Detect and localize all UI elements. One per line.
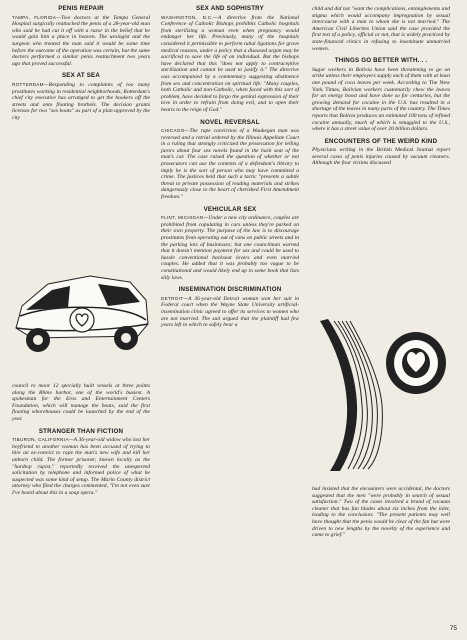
headline-novel-reversal: NOVEL REVERSAL <box>200 118 260 126</box>
body-things-go-better <box>312 67 450 133</box>
car-heart-illustration <box>12 258 152 358</box>
body-penis-repair <box>12 15 150 68</box>
article-text: Physicians writing in the <box>312 147 377 154</box>
article-text: The rape conviction of a Waukegan man was reversed and a retrial ordered by the Illinois Appellate Court in a ruling that strongly criticized the prosecution for telling jurors about four sex novels found in the back seat of the man's car. The case raised the question of whether or not prosecutors can use the contents of a defendant's library to imply he is the sort of person who may have committed a crime. The justices held that such a tactic "presents a subtle threat to private possession of reading materials and strikes dangerously close to the heart of cherished First Amendment freedom." <box>161 128 299 201</box>
body-sex-and-sophistry <box>161 15 299 114</box>
page-number: 75 <box>449 625 457 632</box>
article-insemination-discrimination <box>161 287 299 329</box>
article-sex-at-sea <box>12 73 150 121</box>
article-text: report several cases of penis injuries caused by vacuum cleaners. Although the four victims discussed <box>312 147 450 167</box>
vacuum-funnel-illustration <box>312 315 454 475</box>
article-sex-at-sea-continued <box>12 383 150 423</box>
body-encounters-weird-kind <box>312 147 450 167</box>
headline-stranger-than-fiction: STRANGER THAN FICTION <box>38 427 124 435</box>
article-text: , Bolivian workers customarily chew the leaves for an energy boost and have done so for centuries, but the growing demand for cocaine in the U.S. has resulted in a shortage of the leaves in many parts of the country. The Times reports that Bolivia produces an estimated 100 tons of refined cocaine annually, much of which is smuggled to the U.S., where it has a street value of over 20 billion dollars. <box>312 86 450 133</box>
article-text: Two doctors at the Tampa General Hospital surgically reattached the penis of a 28-year-old man who said he had cut it off with a razor in the belief that he would gain him a place in heaven. The urologist and the surgeon who treated the man said it would be some time before the outcome of the operation was certain, but the same doctors performed a similar penis reattachment two years ago that proved successful. <box>12 14 151 67</box>
publication-name: British Medical Journal <box>376 147 433 154</box>
dateline: FLINT, MICHIGAN— <box>161 215 209 221</box>
article-text: Under a new city ordinance, couples are prohibited from copulating in cars unless they're parked on their own property. The purpose of the law is to discourage prostitutes from operating out of vans on public streets and in the parking lots of businesses; but one councilman warned that it doesn't mention payment for sex and could be used to hassle conventional backseat lovers and even married couples. He added that it was probably too vague to be constitutional and would likely end up in some book that lists silly laws. <box>161 215 300 281</box>
headline-sex-and-sophistry: SEX AND SOPHISTRY <box>196 5 264 12</box>
column-right-lower <box>312 486 450 545</box>
article-stranger-than-fiction <box>12 429 150 497</box>
headline-encounters-weird-kind: ENCOUNTERS OF THE WEIRD KIND <box>324 137 438 145</box>
article-text: A directive from the National Conference of Catholic Bishops prohibits Catholic hospitals from sterilizing a woman even when pregnancy would endanger her life. Previously, many of the hospitals considered it permissible to perform tubal ligations for grave medical reasons, under a policy that a diseased organ may be sacrificed to save the life of an individual. But the bishops have declared that this "does not apply to contraceptive sterilization and cannot be used to justify it." The directive was accompanied by a commentary suggesting abstinence from sex and concentration on spiritual life: "Many couples, both Catholic and non-Catholic, when faced with this sort of problem, have decided to forgo the genital expression of their love in order to refrain from doing evil, and to open their hearts to the reign of God." <box>161 14 300 113</box>
article-encounters-weird-kind <box>312 139 450 167</box>
body-vehicular-sex <box>161 215 299 281</box>
article-text: A 36-year-old Detroit woman won her suit in Federal court when the Wayne State University artificial-insemination clinic agreed to offer its services to women who are not married. The suit argued that the plaintiff had few years left in which to safely bear a <box>161 295 299 329</box>
article-text: A 36-year-old widow who lost her boyfriend to another woman has been accused of trying to hire an ex-convict to rape the man's new wife and kill her unborn child. The former prisoner, known locally as the "hardtop rapist," reportedly received the unexpected solicitation by telephone and informed police of what he suspected was some kind of setup. The Marin County district attorney who filed the charges commented, "I'm not even sure I've heard about this in a soap opera." <box>12 437 150 496</box>
dateline: WASHINGTON, D.C.— <box>161 14 218 20</box>
dateline: ROTTERDAM— <box>12 81 49 87</box>
body-novel-reversal <box>161 128 299 201</box>
publication-name: The New York Times <box>312 79 451 93</box>
article-things-go-better <box>312 58 450 133</box>
dateline: DETROIT— <box>161 295 189 301</box>
body-sex-at-sea <box>12 82 150 122</box>
article-insemination-continued <box>312 6 450 52</box>
article-text: Responding to complaints of too many prostitutes working in residential neighborhoods, Rotterdam's chief city executive has arranged to get the hookers off the streets and onto floating brothels. The decision grants licenses for two "sex boats" as part of a plan approved by the city <box>12 81 150 121</box>
headline-vehicular-sex: VEHICULAR SEX <box>203 205 257 213</box>
column-left <box>12 6 150 128</box>
article-vehicular-sex <box>161 207 299 282</box>
body-stranger-than-fiction <box>12 437 150 496</box>
body-encounters-continued: had insisted that the encounters were accidental, the doctors suggested that the men "were probably in search of sexual satisfaction." Two of the cases involved a brand of vacuum cleaner that has fan blades about six inches from the inlet, leading to the conclusion: "The present patients may well have thought that the penis would be clear of the fan but were driven to new lengths by the novelty of the experience and came to grief." <box>312 486 450 539</box>
headline-penis-repair: PENIS REPAIR <box>58 5 104 12</box>
headline-sex-at-sea: SEX AT SEA <box>61 72 101 80</box>
dateline: TAMPA, FLORIDA— <box>12 14 62 20</box>
column-left-lower <box>12 383 150 503</box>
article-encounters-continued <box>312 486 450 539</box>
column-right <box>312 6 450 173</box>
column-middle <box>161 6 299 335</box>
article-text: Sugar workers in Bolivia have been threatening to go on strike unless their employers supply each of them with at least one pound of coca leaves per week. According to <box>312 66 450 86</box>
headline-things-go-better: THINGS GO BETTER WITH. . . <box>334 57 428 65</box>
article-sex-and-sophistry <box>161 6 299 114</box>
body-insemination-discrimination <box>161 296 299 329</box>
body-sex-at-sea-continued: council to moor 12 specially built vessels at three points along the Rhine harbor, one of the world's busiest. A spokesman for the Eros and Entertainment Centers Foundation, which will manage the boats, said the first floating whorehouses could be launched by the end of the year. <box>12 383 150 422</box>
article-penis-repair <box>12 6 150 67</box>
dateline: CHICAGO— <box>161 128 190 134</box>
body-insemination-continued: child and did not "want the complications, entanglements and stigma which would accompany impregnation by sexual intercourse with a man to whom she is not married." The American Civil Liberties Union said the case provided the first test of a policy, official or not, that is widely practiced by state-financed clinics in refusing to inseminate unmarried women. <box>312 6 450 52</box>
dateline: TIBURON, CALIFORNIA— <box>12 437 74 443</box>
headline-insemination-discrimination: INSEMINATION DISCRIMINATION <box>178 286 282 294</box>
article-novel-reversal <box>161 120 299 201</box>
